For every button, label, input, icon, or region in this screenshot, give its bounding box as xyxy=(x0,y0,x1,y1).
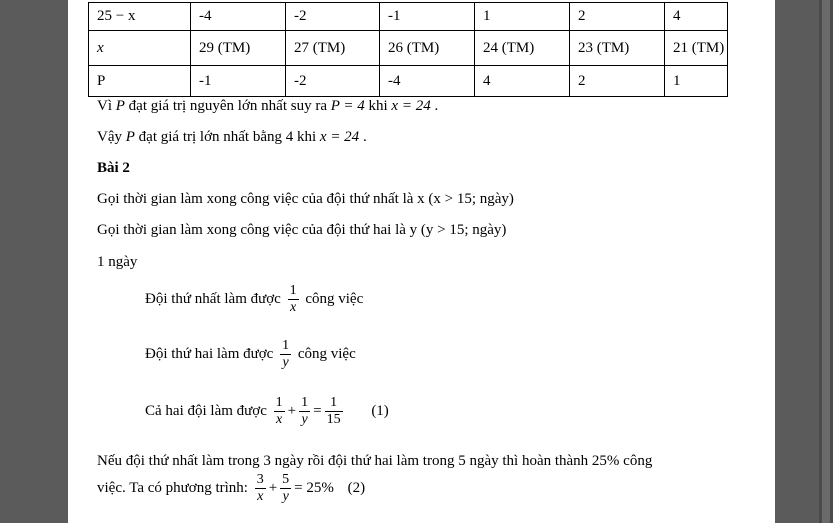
table-cell: -2 xyxy=(286,3,380,31)
table-row xyxy=(89,3,728,31)
table-cell: -4 xyxy=(191,3,286,31)
table-cell: 1 xyxy=(475,3,570,31)
table-cell: x xyxy=(89,31,191,66)
table-cell: 27 (TM) xyxy=(286,31,380,66)
scrollbar-thumb[interactable] xyxy=(822,0,830,523)
table-cell: 24 (TM) xyxy=(475,31,570,66)
table-cell: 29 (TM) xyxy=(191,31,286,66)
table-cell: 21 (TM) xyxy=(665,31,728,66)
equation-1-line: Cả hai đội làm được $\frac{1}{x}$ + $\frac{1}{y}$ = $\frac{1}{15}$ (1) xyxy=(145,395,389,427)
table-cell: 23 (TM) xyxy=(570,31,665,66)
table-cell: 2 xyxy=(570,3,665,31)
section-heading: Bài 2 xyxy=(97,160,130,176)
table-cell: 4 xyxy=(665,3,728,31)
fraction: $\frac{1}{15}$ xyxy=(326,395,341,427)
equation-tag: (2) xyxy=(347,480,366,496)
table-cell: 4 xyxy=(475,66,570,97)
team1-rate-line: Đội thứ nhất làm được $\frac{1}{x}$ công việc xyxy=(145,283,364,315)
fraction: $\frac{1}{y}$ xyxy=(282,338,290,370)
table-cell: 26 (TM) xyxy=(380,31,475,66)
values-table xyxy=(88,2,728,97)
table-row xyxy=(89,66,728,97)
table-cell: 25 − x xyxy=(89,3,191,31)
conclusion-line-2: Vậy P đạt giá trị lớn nhất bằng 4 khi x = 24 . xyxy=(97,129,367,145)
table-cell: -1 xyxy=(191,66,286,97)
table-cell: 1 xyxy=(665,66,728,97)
table-cell: -2 xyxy=(286,66,380,97)
table-cell: 2 xyxy=(570,66,665,97)
equation-2-line: việc. Ta có phương trình: $\frac{3}{x}$ + $\frac{5}{y}$ = 25% (2) xyxy=(97,472,366,504)
paragraph-team2-time: Gọi thời gian làm xong công việc của đội thứ hai là y (y > 15; ngày) xyxy=(97,222,507,238)
fraction: $\frac{3}{x}$ xyxy=(256,472,264,504)
table-cell: P xyxy=(89,66,191,97)
fraction: $\frac{1}{x}$ xyxy=(289,283,297,315)
paragraph-condition: Nếu đội thứ nhất làm trong 3 ngày rồi đội thứ hai làm trong 5 ngày thì hoàn thành 25% công xyxy=(97,453,653,469)
table-cell: -1 xyxy=(380,3,475,31)
equation-tag: (1) xyxy=(371,403,389,419)
fraction: $\frac{1}{x}$ xyxy=(275,395,283,427)
paragraph-team1-time: Gọi thời gian làm xong công việc của đội thứ nhất là x (x > 15; ngày) xyxy=(97,191,514,207)
fraction: $\frac{5}{y}$ xyxy=(282,472,290,504)
paragraph-one-day: 1 ngày xyxy=(97,254,138,270)
team2-rate-line: Đội thứ hai làm được $\frac{1}{y}$ công việc xyxy=(145,338,356,370)
fraction: $\frac{1}{y}$ xyxy=(301,395,309,427)
table-cell: -4 xyxy=(380,66,475,97)
conclusion-line-1: Vì P đạt giá trị nguyên lớn nhất suy ra P = 4 khi x = 24 . xyxy=(97,98,439,114)
table-row xyxy=(89,31,728,66)
